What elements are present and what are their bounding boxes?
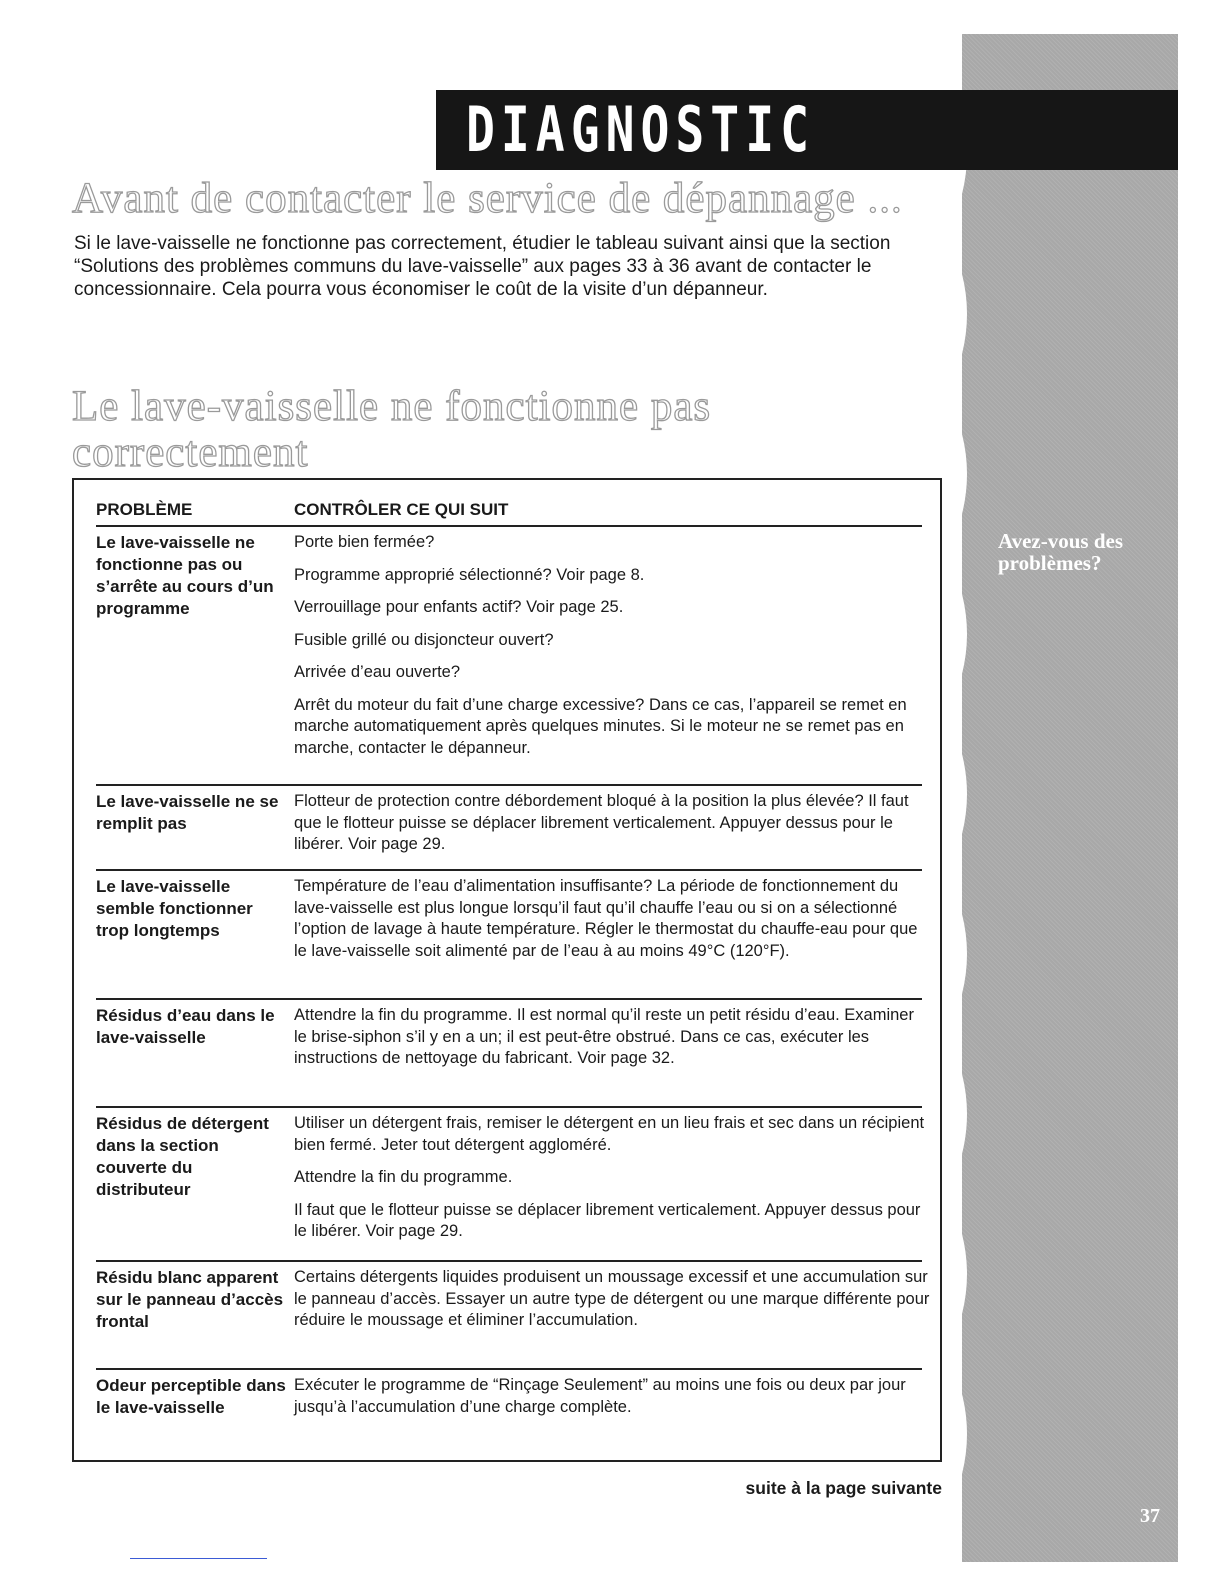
check-list [294,1005,930,1081]
check-item: Verrouillage pour enfants actif? Voir page 25. [294,598,624,616]
check-item: Il faut que le flotteur puisse se déplacer librement verticalement. Appuyer dessus pour le libérer. Voir page 29. [294,1200,921,1240]
check-item: Programme approprié sélectionné? Voir page 8. [294,565,645,584]
table-row [96,1368,922,1417]
check-item: Température de l’eau d’alimentation insuffisante? La période de fonctionnement du lave-vaisselle est plus longue lorsqu’il faut qu’il chauffe l’eau ou si on a sélectionné l’option de lavage à haute température. Régler le thermostat du chauffe-eau pour que le lave-vaisselle soit alimenté par de l’eau à au moins 49°C (120°F). [294,877,918,960]
troubleshooting-table [72,478,942,1462]
check-item: Attendre la fin du programme. [294,1168,513,1186]
footer-rule [130,1558,267,1559]
table-header [96,500,922,527]
problem-label: Résidus d’eau dans le lave-vaisselle [96,1006,275,1047]
table-row [96,998,922,1067]
column-header-problem: PROBLÈME [96,500,193,519]
check-item: Arrivée d’eau ouverte? [294,663,461,681]
check-item: Flotteur de protection contre débordement bloqué à la position la plus élevée? Il faut que le flotteur puisse se déplacer librement verticalement. Appuyer dessus pour le libérer. Voir page 29. [294,792,909,853]
check-item: Exécuter le programme de “Rinçage Seulement” au moins une fois ou deux par jour jusqu’à l’accumulation d’une charge complète. [294,1376,906,1416]
check-item: Porte bien fermée? [294,533,435,551]
check-list [294,791,930,867]
table-row [96,784,922,853]
check-list [294,1267,930,1343]
heading-before-service: Avant de contacter le service de dépannage ... [72,175,903,222]
sidebar-label: Avez-vous des problèmes? [998,529,1124,575]
check-item: Arrêt du moteur du fait d’une charge excessive? Dans ce cas, l’appareil se remet en marche automatiquement après quelques minutes. Si le moteur ne se remet pas en marche, contacter le dépanneur. [294,695,907,757]
check-list [294,1113,930,1254]
problem-label: Odeur perceptible dans le lave-vaisselle [96,1376,286,1417]
intro-paragraph: Si le lave-vaisselle ne fonctionne pas correctement, étudier le tableau suivant ainsi que la section “Solutions des problèmes communs du lave-vaisselle” aux pages 33 à 36 avant de contacter le concessionnaire. Cela pourra vous économiser le coût de la visite d’un dépanneur. [74,233,891,300]
section-banner [436,90,1178,170]
table-row [96,869,922,960]
column-header-check: CONTRÔLER CE QUI SUIT [294,500,509,519]
check-list [294,1375,930,1429]
problem-label: Le lave-vaisselle semble fonctionner trop longtemps [96,877,253,940]
check-list [294,532,930,770]
problem-label: Résidu blanc apparent sur le panneau d’accès frontal [96,1268,284,1331]
page-number: 37 [1140,1505,1160,1527]
check-list [294,876,930,973]
banner-title: DIAGNOSTIC [466,94,815,167]
sidebar-tab [962,34,1178,1562]
heading-not-working-line2: correctement [72,429,309,476]
problem-label: Résidus de détergent dans la section couverte du distributeur [96,1114,269,1199]
continued-note: suite à la page suivante [745,1478,942,1498]
table-row [96,1260,930,1331]
heading-not-working-line1: Le lave-vaisselle ne fonctionne pas [72,383,712,430]
table-row [96,1106,925,1240]
problem-label: Le lave-vaisselle ne fonctionne pas ou s’arrête au cours d’un programme [96,533,274,618]
check-item: Fusible grillé ou disjoncteur ouvert? [294,630,554,649]
problem-label: Le lave-vaisselle ne se remplit pas [96,792,279,833]
check-item: Utiliser un détergent frais, remiser le détergent en un lieu frais et sec dans un récipient bien fermé. Jeter tout détergent aggloméré. [294,1114,925,1154]
check-item: Certains détergents liquides produisent un moussage excessif et une accumulation sur le panneau d’accès. Essayer un autre type de détergent ou une marque différente pour réduire le moussage et éliminer l’accumulation. [294,1268,930,1329]
check-item: Attendre la fin du programme. Il est normal qu’il reste un petit résidu d’eau. Examiner le brise-siphon s’il y en a un; il est peut-être obstrué. Dans ce cas, exécuter les instructions de nettoyage du fabricant. Voir page 32. [294,1006,914,1067]
